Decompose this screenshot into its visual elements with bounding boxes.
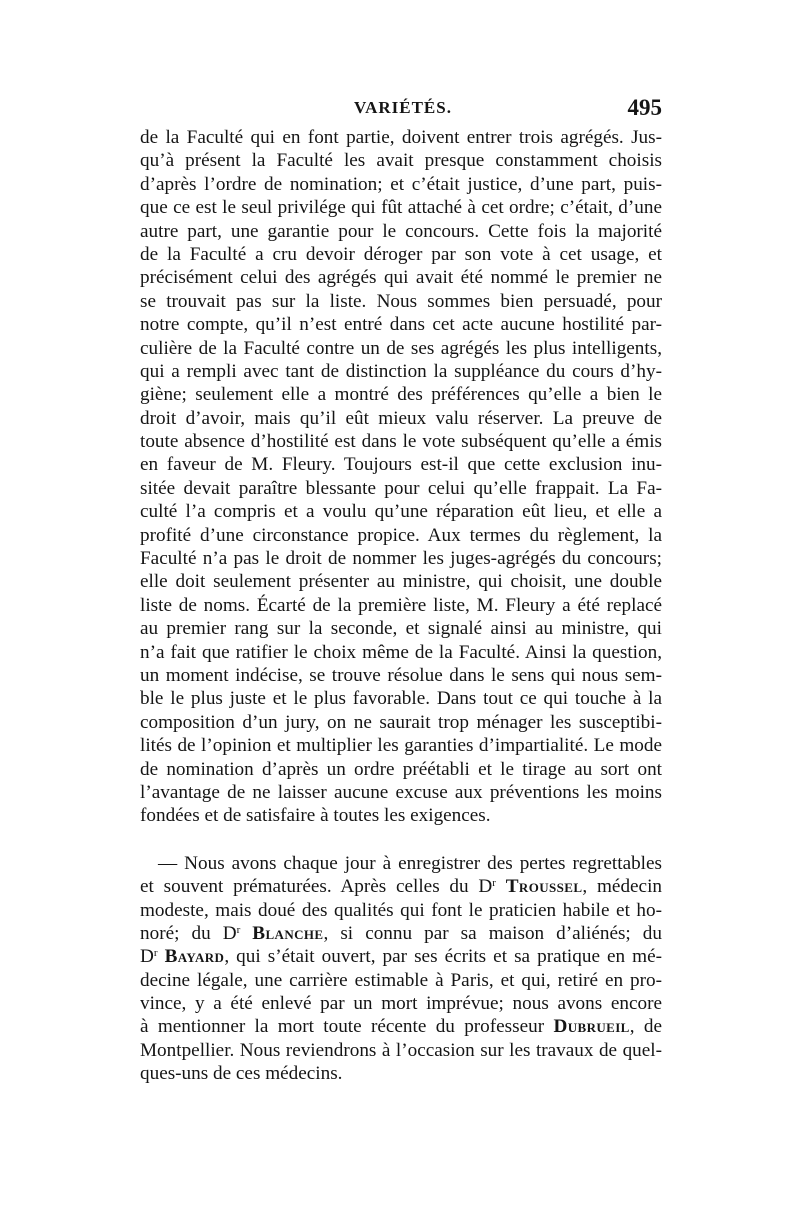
text-line: Montpellier. Nous reviendrons à l’occasion sur les travaux de quel- xyxy=(140,1039,662,1061)
text-run: D xyxy=(140,946,154,968)
text-line: notre compte, qu’il n’est entré dans cet acte aucune hostilité par- xyxy=(140,314,662,336)
text-line: qui a rempli avec tant de distinction la suppléance du cours d’hy- xyxy=(140,360,662,382)
running-head xyxy=(140,95,662,126)
text-line xyxy=(140,945,662,968)
text-line: de la Faculté a cru devoir déroger par son vote à cet usage, et xyxy=(140,243,662,265)
body-text xyxy=(140,126,662,1086)
text-line: decine légale, une carrière estimable à Paris, et qui, retiré en pro- xyxy=(140,969,662,991)
text-line: sitée devait paraître blessante pour celui qu’elle frappait. La Fa- xyxy=(140,477,662,499)
text-line: giène; seulement elle a montré des préférences qu’elle a bien le xyxy=(140,384,662,406)
text-line xyxy=(140,1015,662,1038)
superscript: r xyxy=(236,923,241,936)
text-line: composition d’un jury, on ne saurait trop ménager les susceptibi- xyxy=(140,711,662,733)
text-line: profité d’une circonstance propice. Aux termes du règlement, la xyxy=(140,524,662,546)
paragraph-gap xyxy=(140,828,662,852)
text-line: un moment indécise, se trouve résolue dans le sens qui nous sem- xyxy=(140,664,662,686)
text-line: en faveur de M. Fleury. Toujours est-il que cette exclusion inu- xyxy=(140,454,662,476)
text-line: fondées et de satisfaire à toutes les exigences. xyxy=(140,805,491,827)
text-line: de nomination d’après un ordre préétabli et le tirage au sort ont xyxy=(140,758,662,780)
text-line: lités de l’opinion et multiplier les garanties d’impartialité. Le mode xyxy=(140,735,662,757)
text-line: ble le plus juste et le plus favorable. Dans tout ce qui touche à la xyxy=(140,688,662,710)
text-line: — Nous avons chaque jour à enregistrer des pertes regrettables xyxy=(158,852,662,874)
text-line: toute absence d’hostilité est dans le vote subséquent qu’elle a émis xyxy=(140,431,662,453)
text-run: et souvent prématurées. Après celles du D xyxy=(140,876,493,898)
text-line: n’a fait que ratifier le choix même de la Faculté. Ainsi la question, xyxy=(140,641,662,663)
text-run: , qui s’était ouvert, par ses écrits et sa pratique en mé- xyxy=(224,946,662,968)
running-title: VARIÉTÉS. xyxy=(354,98,452,117)
text-run: à mentionner la mort toute récente du professeur xyxy=(140,1016,554,1038)
text-line: qu’à présent la Faculté les avait presque constamment choisis xyxy=(140,150,662,172)
physician-name-bayard: Bayard xyxy=(164,946,225,968)
text-run: noré; du D xyxy=(140,922,237,944)
text-line: ques-uns de ces médecins. xyxy=(140,1063,343,1085)
physician-name-dubrueil: Dubrueil xyxy=(553,1016,630,1038)
page-number: 495 xyxy=(627,95,662,120)
paragraph-hostility-faculty xyxy=(140,126,662,828)
physician-name-blanche: Blanche xyxy=(252,922,324,944)
text-line: se trouvait pas sur la liste. Nous sommes bien persuadé, pour xyxy=(140,290,662,312)
text-line: Faculté n’a pas le droit de nommer les juges-agrégés du concours; xyxy=(140,548,662,570)
text-line xyxy=(140,922,662,945)
text-line: elle doit seulement présenter au ministre, qui choisit, une double xyxy=(140,571,662,593)
superscript: r xyxy=(492,877,496,890)
text-line: autre part, une garantie pour le concours. Cette fois la majorité xyxy=(140,220,662,242)
text-line: droit d’avoir, mais qu’il eût mieux valu réserver. La preuve de xyxy=(140,407,662,429)
text-line: au premier rang sur la seconde, et signalé ainsi au ministre, qui xyxy=(140,618,662,640)
text-line: d’après l’ordre de nomination; et c’était justice, d’une part, puis- xyxy=(140,173,662,195)
physician-name-troussel: Troussel xyxy=(505,876,583,898)
text-line: culière de la Faculté contre un de ses agrégés les plus intelligents, xyxy=(140,337,662,359)
text-run: , médecin xyxy=(582,876,662,898)
superscript: r xyxy=(153,947,158,960)
text-line: précisément celui des agrégés qui avait été nommé le premier ne xyxy=(140,267,662,289)
text-line: que ce est le seul privilége qui fût attaché à cet ordre; c’était, d’une xyxy=(140,197,662,219)
text-line: de la Faculté qui en font partie, doivent entrer trois agrégés. Jus- xyxy=(140,127,662,148)
text-line: l’avantage de ne laisser aucune excuse aux préventions les moins xyxy=(140,781,662,803)
text-line: vince, y a été enlevé par un mort imprévue; nous avons encore xyxy=(140,993,662,1015)
paragraph-obituaries xyxy=(140,852,662,1086)
text-line: liste de noms. Écarté de la première liste, M. Fleury a été replacé xyxy=(140,594,662,616)
text-run: , si connu par sa maison d’aliénés; du xyxy=(323,922,662,944)
text-line: culté l’a compris et a voulu qu’une réparation eût lieu, et elle a xyxy=(140,501,662,523)
text-line: modeste, mais doué des qualités qui font le praticien habile et ho- xyxy=(140,899,662,921)
text-line xyxy=(140,875,662,898)
text-run: , de xyxy=(629,1016,662,1038)
